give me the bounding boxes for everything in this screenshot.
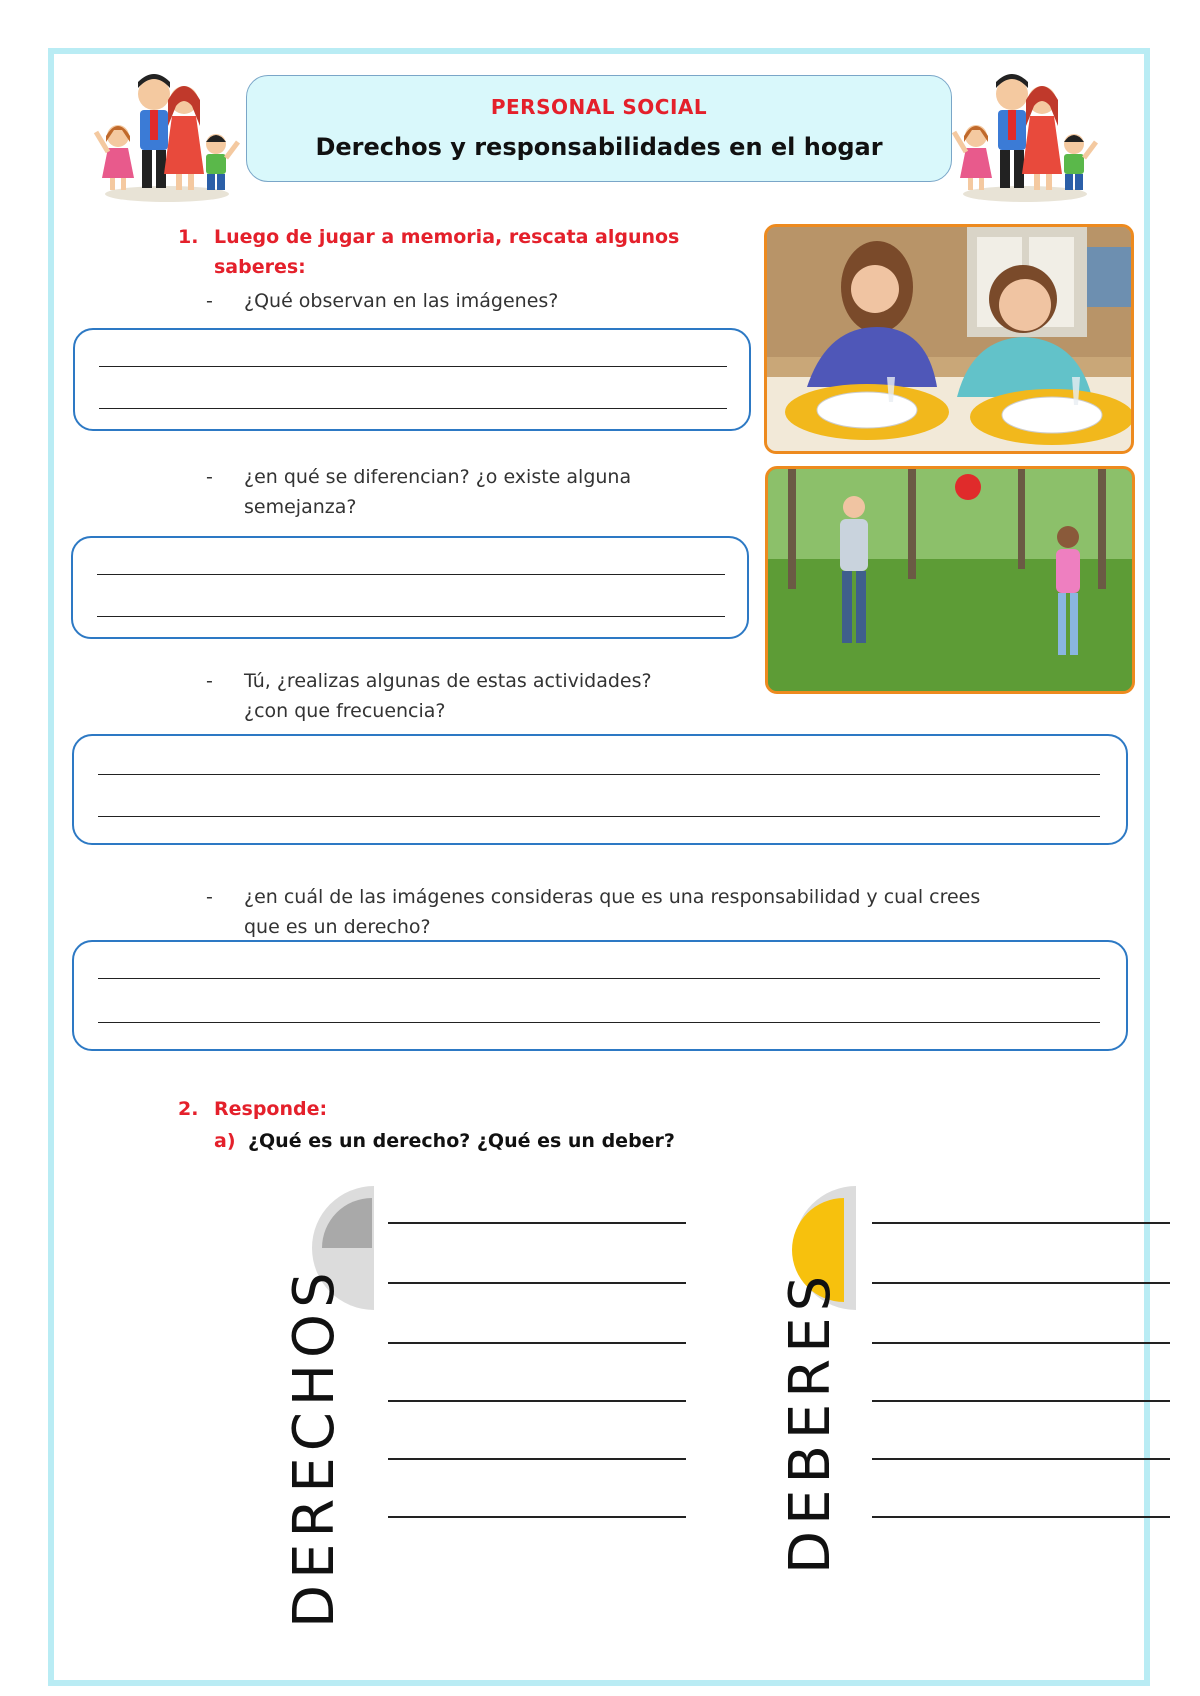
question-2-line2: semejanza? [244, 496, 357, 518]
derechos-line[interactable] [388, 1282, 686, 1284]
title-banner [246, 75, 952, 182]
derechos-line[interactable] [388, 1222, 686, 1224]
question-4-line1: ¿en cuál de las imágenes consideras que es una responsabilidad y cual crees [244, 886, 981, 908]
question-3-dash: - [206, 670, 213, 692]
answer-line [99, 366, 727, 367]
answer-line [97, 574, 725, 575]
family-illustration-left [92, 66, 242, 206]
derechos-line[interactable] [388, 1516, 686, 1518]
subject-title: PERSONAL SOCIAL [490, 95, 708, 119]
question-4-line2: que es un derecho? [244, 916, 431, 938]
section1-number: 1. [178, 226, 199, 248]
playing-ball-image [768, 469, 1135, 694]
question-4-dash: - [206, 886, 213, 908]
question-2-line1: ¿en qué se diferencian? ¿o existe alguna [244, 466, 632, 488]
answer-line [98, 1022, 1100, 1023]
answer-line [99, 408, 727, 409]
answer-box-3[interactable] [72, 734, 1128, 845]
section2-number: 2. [178, 1098, 199, 1120]
answer-line [97, 616, 725, 617]
deberes-line[interactable] [872, 1222, 1170, 1224]
deberes-line[interactable] [872, 1342, 1170, 1344]
deberes-line[interactable] [872, 1458, 1170, 1460]
photo-kids-playing-ball [765, 466, 1135, 694]
answer-line [98, 774, 1100, 775]
deberes-line[interactable] [872, 1400, 1170, 1402]
deberes-line[interactable] [872, 1516, 1170, 1518]
page-title: Derechos y responsabilidades en el hogar [315, 133, 883, 161]
answer-line [98, 816, 1100, 817]
table-setting-image [767, 227, 1134, 454]
question-1-text: ¿Qué observan en las imágenes? [244, 290, 559, 312]
section2-heading: Responde: [214, 1098, 328, 1120]
deberes-line[interactable] [872, 1282, 1170, 1284]
answer-box-4[interactable] [72, 940, 1128, 1051]
question-3-line2: ¿con que frecuencia? [244, 700, 446, 722]
question-1-dash: - [206, 290, 213, 312]
section1-heading-line1: Luego de jugar a memoria, rescata algunos [214, 226, 680, 248]
family-illustration-right [950, 66, 1100, 206]
derechos-vertical-label: DERECHOS [282, 1266, 347, 1628]
deberes-vertical-label: DEBERES [778, 1269, 843, 1574]
answer-box-2[interactable] [71, 536, 749, 639]
question-3-line1: Tú, ¿realizas algunas de estas actividades? [244, 670, 652, 692]
derechos-line[interactable] [388, 1400, 686, 1402]
photo-kids-setting-table [764, 224, 1134, 454]
section2-sub-question: ¿Qué es un derecho? ¿Qué es un deber? [248, 1130, 675, 1152]
answer-box-1[interactable] [73, 328, 751, 431]
derechos-line[interactable] [388, 1458, 686, 1460]
question-2-dash: - [206, 466, 213, 488]
answer-line [98, 978, 1100, 979]
section1-heading-line2: saberes: [214, 256, 306, 278]
derechos-line[interactable] [388, 1342, 686, 1344]
section2-sub-letter: a) [214, 1130, 236, 1152]
